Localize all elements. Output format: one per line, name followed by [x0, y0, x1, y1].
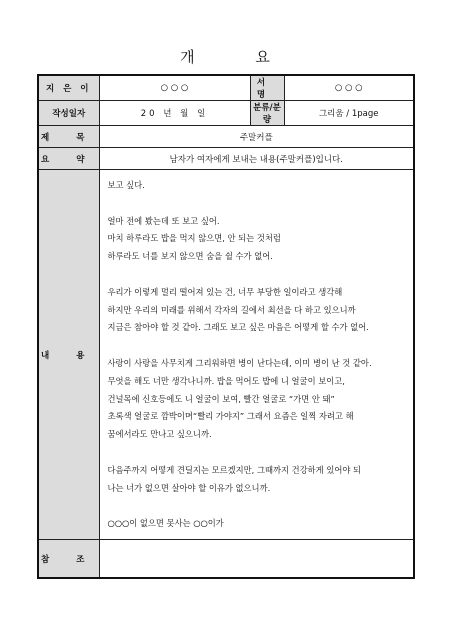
category-label: 분류/분량 [250, 101, 284, 126]
content-line: 우리가 이렇게 멀리 떨어져 있는 건, 너무 부당한 일이라고 생각해 [107, 286, 343, 297]
content-line: 초록색 얼굴로 깜박이며“빨리 가야지” 그래서 요즘은 일찍 자려고 해 [107, 411, 354, 422]
date-value: 20 년 월 일 [99, 101, 250, 126]
content-cell [99, 170, 414, 540]
date-row [38, 101, 414, 126]
content-blank-line [108, 269, 414, 287]
content-line: 무엇을 해도 너만 생각나니까. 밥을 먹어도 밥에 니 얼굴이 보이고, [107, 375, 345, 386]
summary-row [38, 148, 414, 170]
content-blank-line [108, 198, 414, 216]
category-value: 그리움 / 1page [284, 101, 414, 126]
signature-label: 서 명 [250, 75, 284, 101]
content-blank-line [108, 340, 414, 358]
summary-label: 요 약 [38, 148, 99, 170]
content-line: 마치 하루라도 밥을 먹지 않으면, 안 되는 것처럼 [107, 233, 281, 244]
content-body [100, 170, 414, 529]
content-label: 내 용 [38, 170, 99, 540]
document-title: 개 요 [180, 48, 298, 66]
subject-value: 주말커플 [99, 126, 414, 148]
author-value: ○ ○ ○ [99, 75, 250, 101]
content-line: 꿈에서라도 만나고 싶으니까. [107, 429, 212, 440]
reference-row [38, 540, 414, 579]
signature-value: ○ ○ ○ [284, 75, 414, 101]
content-line: 보고 싶다. [107, 180, 145, 190]
summary-form-table [37, 74, 415, 579]
reference-label: 참 조 [38, 540, 99, 579]
subject-row [38, 126, 414, 148]
content-row [38, 170, 414, 540]
reference-value [99, 540, 414, 579]
content-line: 사랑이 사랑을 사무치게 그리워하면 병이 난다는데, 이미 병이 난 것 같아. [107, 357, 372, 368]
content-line: 건널목에 신호등에도 니 얼굴이 보여, 빨간 얼굴로 “가면 안 돼” [107, 393, 335, 404]
author-row [38, 75, 414, 101]
content-blank-line [108, 447, 414, 465]
content-line: 지금은 참아야 할 것 같아. 그래도 보고 싶은 마음은 어떻게 할 수가 없어. [107, 322, 369, 333]
content-line: 다음주까지 어떻게 견딜지는 모르겠지만, 그때까지 건강하게 있어야 되 [107, 464, 362, 475]
content-line: 하지만 우리의 미래를 위해서 각자의 길에서 최선을 다 하고 있으니까 [107, 304, 356, 315]
author-label: 지 은 이 [38, 75, 99, 101]
subject-label: 제 목 [38, 126, 99, 148]
content-line: 나는 너가 없으면 살아야 할 이유가 없으니까. [107, 482, 271, 493]
summary-value: 남자가 여자에게 보내는 내용(주말커플)입니다. [99, 148, 414, 170]
content-line: ○○○이 없으면 못사는 ○○이가 [107, 518, 224, 529]
content-line: 하루라도 너를 보지 않으면 숨을 쉴 수가 없어. [107, 251, 273, 262]
content-line: 얼마 전에 봤는데 또 보고 싶어. [107, 215, 220, 226]
content-blank-line [108, 500, 414, 518]
date-label: 작성일자 [38, 101, 99, 126]
